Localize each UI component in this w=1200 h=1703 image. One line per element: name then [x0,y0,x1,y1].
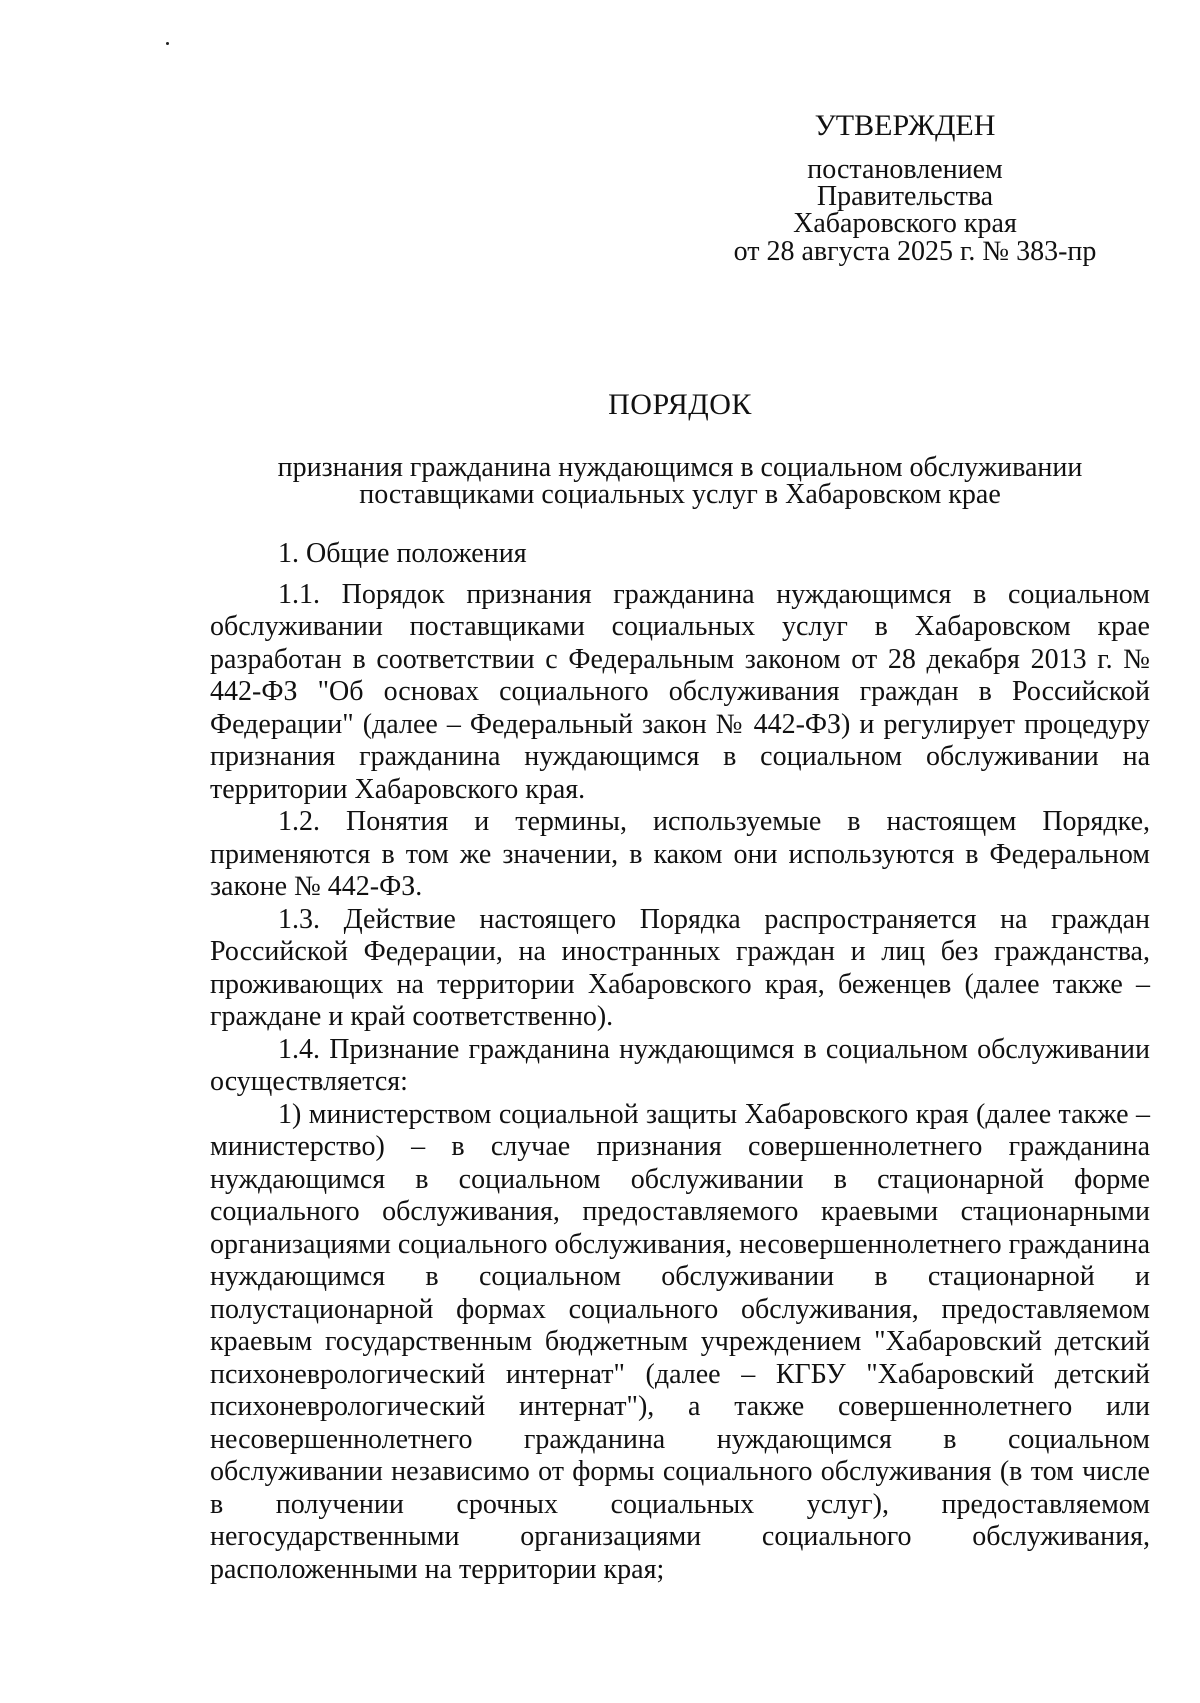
approval-line-2: Правительства [816,181,994,212]
document-title-block [200,390,1160,508]
subtitle-line-1: признания гражданина нуждающимся в социальном обслуживании [277,452,1083,483]
approval-authority [740,156,1070,237]
approval-line-3: Хабаровского края [793,208,1017,239]
document-title: ПОРЯДОК [608,388,752,421]
approved-heading: УТВЕРЖДЕН [814,109,996,142]
approval-date-number: от 28 августа 2025 г. № 383-пр [733,236,1097,267]
document-body [210,538,1150,1586]
document-subtitle [200,454,1160,508]
approval-line-1: постановлением [807,154,1003,185]
section-heading-general: 1. Общие положения [278,538,527,569]
paragraph-1-3: 1.3. Действие настоящего Порядка распространяется на граждан Российской Федерации, на иностранных граждан и лиц без гражданства, проживающих на территории Хабаровского края, беженцев (далее также – граждане и край соответственно). [210,903,1150,1032]
paragraph-1-2: 1.2. Понятия и термины, используемые в настоящем Порядке, применяются в том же значении, в каком они используются в Федеральном законе № 442-ФЗ. [210,806,1150,902]
paragraph-1-1: 1.1. Порядок признания гражданина нуждающимся в социальном обслуживании поставщиками социальных услуг в Хабаровском крае разработан в соответствии с Федеральным законом от 28 декабря 2013 г. № 442-ФЗ "Об основах социального обслуживания граждан в Российской Федерации" (далее – Федеральный закон № 442-ФЗ) и регулирует процедуру признания гражданина нуждающимся в социальном обслуживании на территории Хабаровского края. [210,578,1150,805]
paragraph-1-4: 1.4. Признание гражданина нуждающимся в социальном обслуживании осуществляется: [210,1033,1150,1097]
paragraph-1-4-item-1: 1) министерством социальной защиты Хабаровского края (далее также – министерство) – в случае признания совершеннолетнего гражданина нуждающимся в социальном обслуживании в стационарной форме социального обслуживания, предоставляемого краевыми стационарными организациями социального обслуживания, несовершеннолетнего гражданина нуждающимся в социальном обслуживании в стационарной и полустационарной формах социального обслуживания, предоставляемом краевым государственным бюджетным учреждением "Хабаровский детский психоневрологический интернат" (далее – КГБУ "Хабаровский детский психоневрологический интернат"), а также совершеннолетнего или несовершеннолетнего гражданина нуждающимся в социальном обслуживании независимо от формы социального обслуживания (в том числе в получении срочных социальных услуг), предоставляемом негосударственными организациями социального обслуживания, расположенными на территории края; [210,1098,1150,1585]
subtitle-line-2: поставщиками социальных услуг в Хабаровском крае [359,479,1001,510]
scan-artifact-dot [166,42,169,45]
